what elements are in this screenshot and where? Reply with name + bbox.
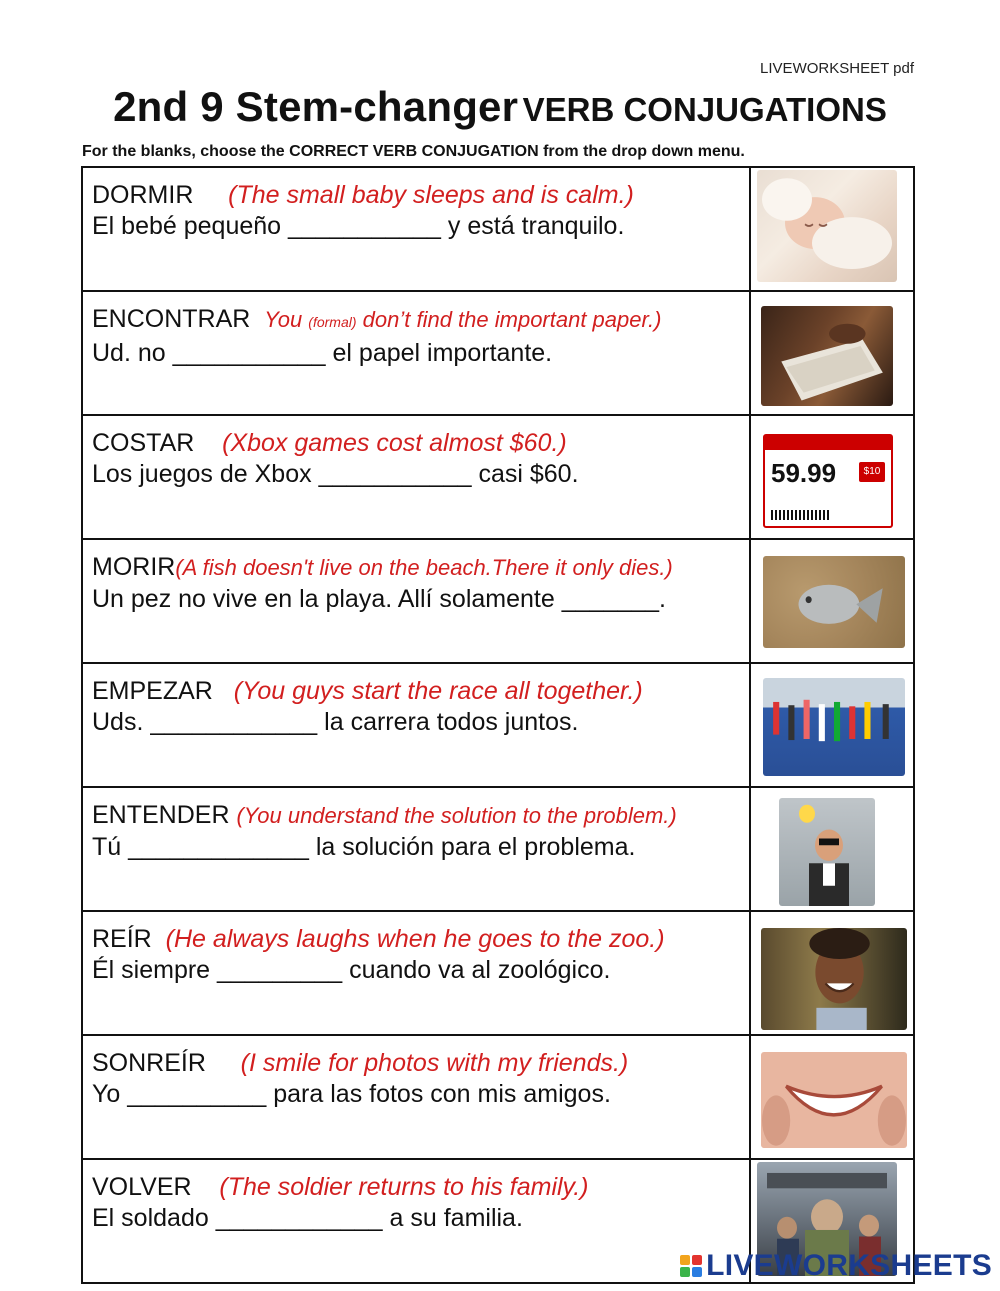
page-title <box>0 83 1000 131</box>
logo-icon <box>680 1255 702 1277</box>
answer-blank[interactable]: _____________ <box>128 833 309 861</box>
smile-image <box>761 1052 907 1148</box>
table-row <box>82 291 914 415</box>
instructions: For the blanks, choose the CORRECT VERB CONJUGATION from the drop down menu. <box>82 143 745 160</box>
sentence-end: la solución para el problema. <box>315 833 636 861</box>
sentence-end: a su familia. <box>389 1204 523 1232</box>
verb-label: COSTAR <box>92 429 195 457</box>
documents-image <box>761 306 893 406</box>
verb-label: REÍR <box>92 925 152 953</box>
liveworksheets-logo <box>680 1249 992 1283</box>
answer-blank[interactable]: ____________ <box>215 1204 383 1232</box>
table-row <box>82 911 914 1035</box>
translation: (Xbox games cost almost $60.) <box>222 429 567 457</box>
table-row <box>82 787 914 911</box>
logo-text: LIVEWORKSHEETS <box>706 1249 992 1282</box>
translation: (I smile for photos with my friends.) <box>240 1049 629 1077</box>
table-row <box>82 415 914 539</box>
answer-blank[interactable]: ____________ <box>150 708 318 736</box>
dead-fish-image <box>763 556 905 648</box>
verb-label: ENTENDER <box>92 801 230 829</box>
sentence-end: para las fotos con mis amigos. <box>273 1080 611 1108</box>
translation: (He always laughs when he goes to the zoo.) <box>165 925 665 953</box>
sentence-start: Tú <box>92 833 122 861</box>
sentence-end: el papel importante. <box>332 339 553 367</box>
worksheet-table <box>81 166 915 1284</box>
translation: (You understand the solution to the problem.) <box>236 803 677 828</box>
laughing-boy-image <box>761 928 907 1030</box>
table-row <box>82 539 914 663</box>
sentence-start: Ud. no <box>92 339 166 367</box>
sentence-end: cuando va al zoológico. <box>349 956 611 984</box>
answer-blank[interactable]: _______. <box>561 585 667 613</box>
idea-lightbulb-image <box>779 798 875 906</box>
answer-blank[interactable]: ___________ <box>318 460 472 488</box>
sentence-start: Él siempre <box>92 956 211 984</box>
sentence-start: El bebé pequeño <box>92 212 282 240</box>
verb-label: ENCONTRAR <box>92 305 251 333</box>
sentence-end: la carrera todos juntos. <box>324 708 579 736</box>
race-image <box>763 678 905 776</box>
answer-blank[interactable]: ___________ <box>172 339 326 367</box>
price-tag-image: free $10 GiftCard with purchase 59.99 $10 <box>763 434 893 528</box>
table-row <box>82 663 914 787</box>
verb-label: VOLVER <box>92 1173 192 1201</box>
answer-blank[interactable]: __________ <box>127 1080 267 1108</box>
source-tag: LIVEWORKSHEET pdf <box>760 60 914 77</box>
translation: You (formal) don’t find the important paper.) <box>264 307 662 332</box>
verb-label: EMPEZAR <box>92 677 213 705</box>
sentence-end: y está tranquilo. <box>447 212 625 240</box>
sentence-start: Yo <box>92 1080 121 1108</box>
title-sub: VERB CONJUGATIONS <box>522 91 887 128</box>
translation: (A fish doesn't live on the beach.There it only dies.) <box>175 555 673 580</box>
sentence-end: casi $60. <box>478 460 579 488</box>
answer-blank[interactable]: _________ <box>217 956 343 984</box>
verb-label: DORMIR <box>92 181 194 209</box>
verb-label: SONREÍR <box>92 1049 206 1077</box>
translation: (The soldier returns to his family.) <box>219 1173 589 1201</box>
verb-label: MORIR <box>92 553 176 581</box>
translation: (The small baby sleeps and is calm.) <box>228 181 634 209</box>
title-main: 2nd 9 Stem-changer <box>113 83 519 130</box>
sentence-start: Uds. <box>92 708 144 736</box>
table-row <box>82 167 914 291</box>
translation: (You guys start the race all together.) <box>233 677 643 705</box>
sentence-start: Un pez no vive en la playa. Allí solamente <box>92 585 555 613</box>
table-row <box>82 1035 914 1159</box>
sentence-start: El soldado <box>92 1204 209 1232</box>
sentence-start: Los juegos de Xbox <box>92 460 312 488</box>
answer-blank[interactable]: ___________ <box>288 212 441 240</box>
sleeping-baby-image <box>757 170 897 282</box>
